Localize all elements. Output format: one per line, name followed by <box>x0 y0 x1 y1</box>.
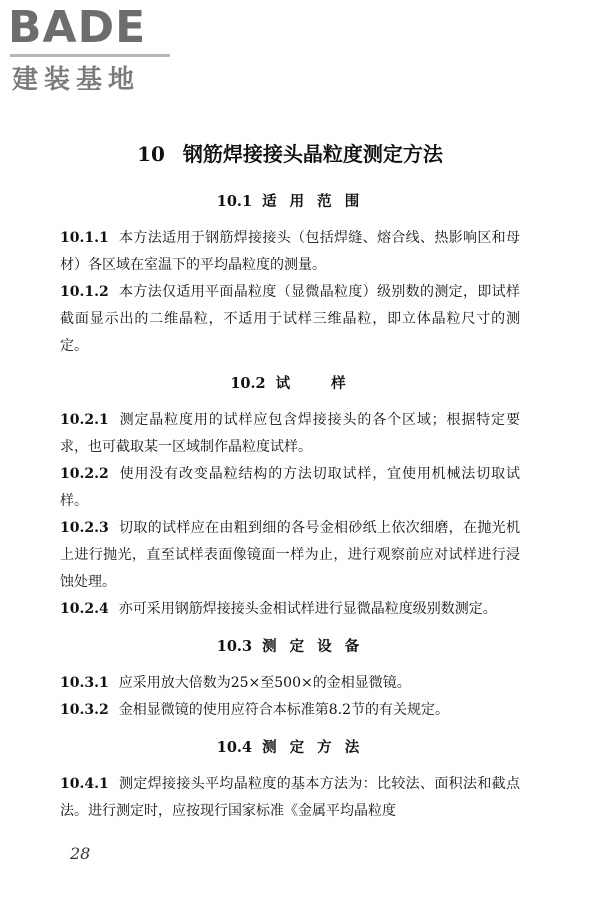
section-heading <box>60 372 520 393</box>
clause-text: 切取的试样应在由粗到细的各号金相砂纸上依次细磨，在抛光机上进行抛光，直至试样表面像镜面一样为止，进行观察前应对试样进行浸蚀处理。 <box>60 520 520 590</box>
bade-logo <box>8 4 178 96</box>
document-body <box>60 138 520 825</box>
clause <box>60 225 520 279</box>
clause-number: 10.3.2 <box>60 702 109 718</box>
chapter-number: 10 <box>137 142 165 166</box>
clause-number: 10.2.3 <box>60 520 109 536</box>
logo-divider <box>10 54 170 57</box>
chapter-title-text: 钢筋焊接接头晶粒度测定方法 <box>182 142 443 166</box>
clause-number: 10.2.4 <box>60 601 109 617</box>
clause-text: 亦可采用钢筋焊接接头金相试样进行显微晶粒度级别数测定。 <box>118 601 497 617</box>
section-title: 适 用 范 围 <box>262 193 364 210</box>
section-heading <box>60 736 520 757</box>
clause-number: 10.2.1 <box>60 412 109 428</box>
sections-container <box>60 190 520 825</box>
clause <box>60 670 520 697</box>
section-title: 试 样 <box>275 375 350 392</box>
clause-number: 10.4.1 <box>60 776 109 792</box>
logo-subtitle: 建装基地 <box>12 65 141 95</box>
clause <box>60 279 520 360</box>
clause-number: 10.1.1 <box>60 230 109 246</box>
section-number: 10.3 <box>216 638 253 655</box>
clause-number: 10.2.2 <box>60 466 109 482</box>
clause <box>60 697 520 724</box>
clause-text: 使用没有改变晶粒结构的方法切取试样，宜使用机械法切取试样。 <box>60 466 520 509</box>
clause-text: 本方法仅适用平面晶粒度（显微晶粒度）级别数的测定，即试样截面显示出的二维晶粒，不适用于试样三维晶粒，即立体晶粒尺寸的测定。 <box>60 284 520 354</box>
section-title: 测 定 设 备 <box>262 638 364 655</box>
clause <box>60 515 520 596</box>
clause <box>60 407 520 461</box>
section-title: 测 定 方 法 <box>262 739 364 756</box>
clause-text: 测定晶粒度用的试样应包含焊接接头的各个区域；根据特定要求，也可截取某一区域制作晶粒度试样。 <box>60 412 520 455</box>
section-number: 10.4 <box>216 739 253 756</box>
clause <box>60 771 520 825</box>
logo-wordmark: BADE <box>8 2 147 53</box>
section-number: 10.2 <box>230 375 266 392</box>
section-heading <box>60 635 520 656</box>
clause-number: 10.3.1 <box>60 675 109 691</box>
section-heading <box>60 190 520 211</box>
clause-text: 测定焊接接头平均晶粒度的基本方法为：比较法、面积法和截点法。进行测定时，应按现行国家标准《金属平均晶粒度 <box>60 776 520 819</box>
clause-text: 应采用放大倍数为25×至500×的金相显微镜。 <box>118 675 411 691</box>
clause-number: 10.1.2 <box>60 284 109 300</box>
chapter-title <box>60 138 520 168</box>
clause <box>60 596 520 623</box>
section-number: 10.1 <box>216 193 253 210</box>
clause <box>60 461 520 515</box>
page-number: 28 <box>70 844 91 863</box>
clause-text: 本方法适用于钢筋焊接接头（包括焊缝、熔合线、热影响区和母材）各区域在室温下的平均晶粒度的测量。 <box>60 230 520 273</box>
clause-text: 金相显微镜的使用应符合本标准第8.2节的有关规定。 <box>118 702 449 718</box>
